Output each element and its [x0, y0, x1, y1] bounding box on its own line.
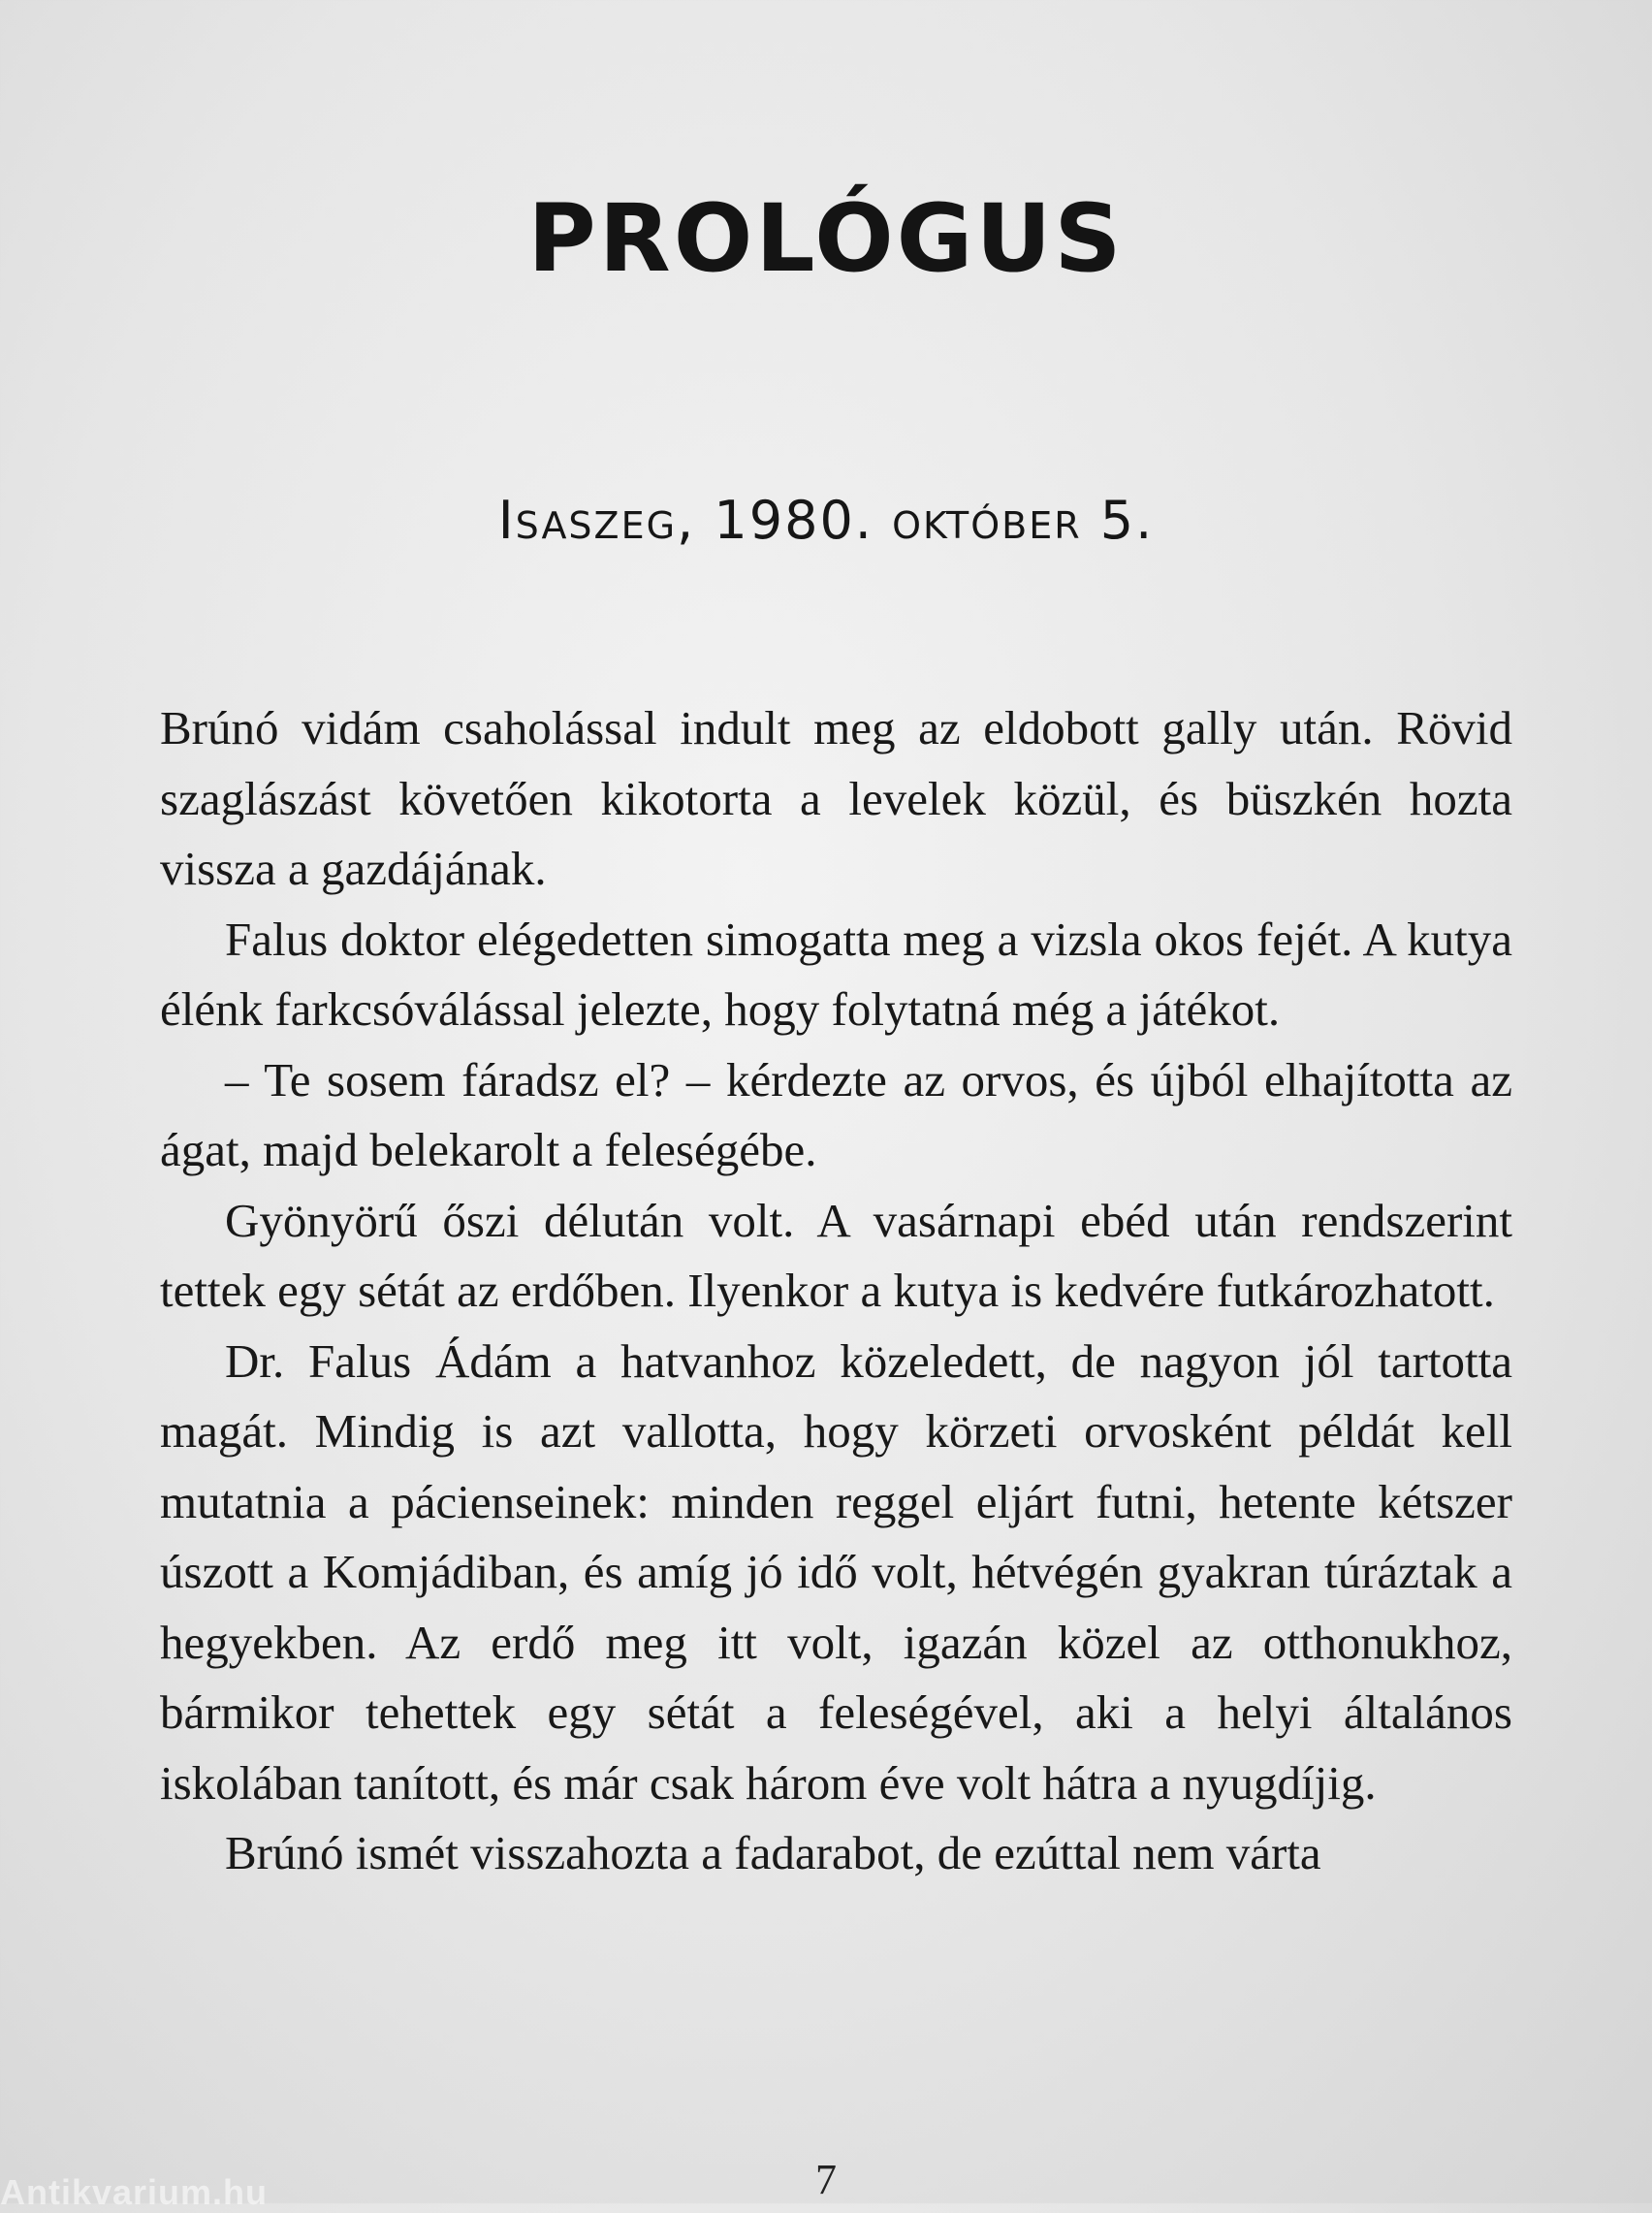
paragraph: Gyönyörű őszi délután volt. A vasárnapi ebéd után rendszerint tettek egy sétát az erdőben. Ilyenkor a kutya is kedvére futkározhatott. — [160, 1193, 1512, 1317]
watermark: Antikvarium.hu — [0, 2172, 269, 2212]
page-number: 7 — [815, 2156, 837, 2203]
paragraph: – Te sosem fáradsz el? – kérdezte az orvos, és újból elhajította az ágat, majd belekarolt a feleségébe. — [160, 1052, 1512, 1176]
paragraph: Brúnó vidám csaholással indult meg az eldobott gally után. Rövid szaglászást követően kikotorta a levelek közül, és büszkén hozta vissza a gazdájának. — [160, 701, 1512, 895]
paragraph: Brúnó ismét visszahozta a fadarabot, de ezúttal nem várta — [225, 1826, 1321, 1879]
paragraph: Dr. Falus Ádám a hatvanhoz közeledett, de nagyon jól tartotta magát. Mindig is azt vallotta, hogy körzeti orvosként példát kell mutatnia a pácienseinek: minden reggel eljárt futni, hetente kétszer úszott a Komjádiban, és amíg jó idő volt, hétvégén gyakran túráztak a hegyekben. Az erdő meg itt volt, igazán közel az otthonukhoz, bármikor tehettek egy sétát a feleségével, aki a helyi általános iskolában tanított, és már csak három éve volt hátra a nyugdíjig. — [160, 1333, 1512, 1810]
chapter-subtitle: Isaszeg, 1980. október 5. — [497, 490, 1155, 551]
chapter-title: PROLÓGUS — [527, 184, 1125, 293]
body-text — [160, 693, 1512, 1889]
paragraph: Falus doktor elégedetten simogatta meg a vizsla okos fejét. A kutya élénk farkcsóválással jelezte, hogy folytatná még a játékot. — [160, 912, 1512, 1036]
